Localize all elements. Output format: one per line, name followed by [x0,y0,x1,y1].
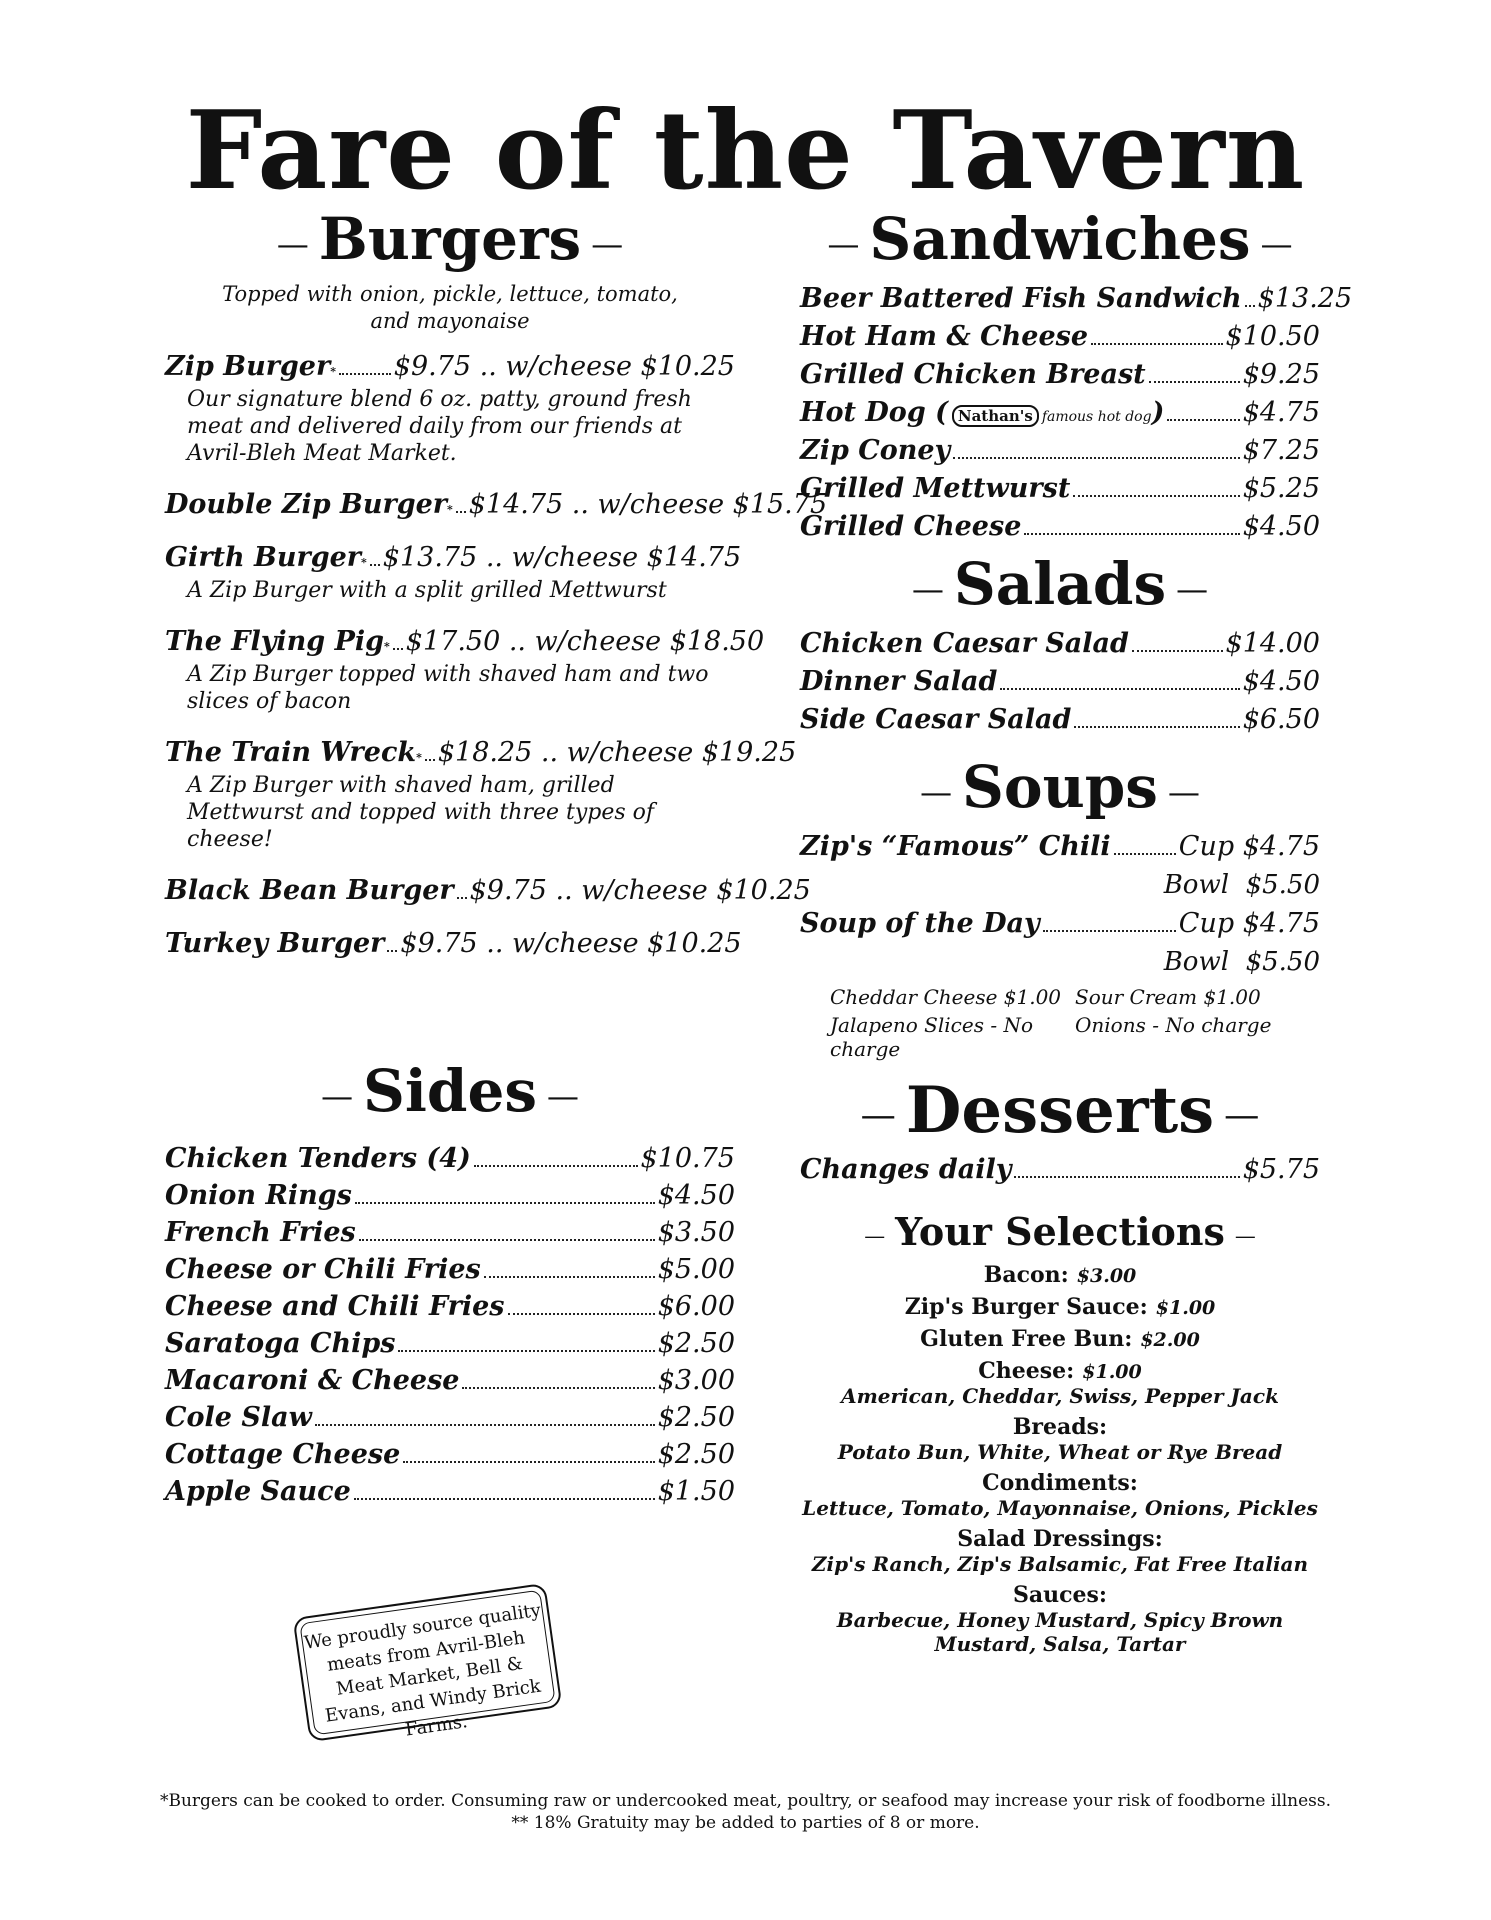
menu-item-name: Side Caesar Salad [800,704,1072,735]
leader-dots [456,511,466,513]
selection-label: Zip's Burger Sauce: [904,1294,1148,1320]
menu-item-name: Cole Slaw [165,1402,312,1433]
menu-item-row [165,1439,735,1470]
menu-item-price: $4.50 [1242,666,1320,697]
selection-label: Sauces: [1012,1582,1108,1608]
selection-item [800,1582,1320,1656]
soup-row [800,831,1320,862]
menu-item-name: Apple Sauce [165,1476,351,1507]
menu-item-name: Grilled Mettwurst [800,473,1071,504]
leader-dots [359,1239,655,1241]
menu-item-price: $4.50 [1242,511,1320,542]
selection-line [800,1414,1320,1440]
menu-item-name: Turkey Burger [165,928,385,959]
leader-dots [315,1424,655,1426]
menu-item-name: Changes daily [800,1154,1012,1185]
selection-item [800,1358,1320,1408]
salad-list [800,628,1320,735]
menu-item-price: $14.00 [1225,628,1320,659]
menu-item-name: Chicken Tenders (4) [165,1143,471,1174]
selection-item [800,1414,1320,1464]
leader-dots [462,1387,654,1389]
selection-item [800,1526,1320,1576]
menu-item-name: Onion Rings [165,1180,352,1211]
selection-label: Breads: [1012,1414,1108,1440]
menu-item-row [165,626,765,657]
selection-options: Barbecue, Honey Mustard, Spicy Brown Mustard, Salsa, Tartar [836,1608,1284,1656]
menu-item-name: The Flying Pig [165,626,385,657]
menu-item-row [165,1328,735,1359]
selection-options: Potato Bun, White, Wheat or Rye Bread [837,1440,1283,1464]
selection-item [800,1294,1320,1320]
menu-item-price: $4.50 [657,1180,735,1211]
soup-cup-price: Cup $4.75 [1178,908,1320,939]
menu-item-price: $17.50 .. w/cheese $18.50 [405,626,765,657]
leader-dots [403,1461,654,1463]
soup-addon: Cheddar Cheese $1.00 [830,985,1062,1009]
selection-item [800,1326,1320,1352]
leader-dots [1245,305,1255,307]
selection-item [800,1262,1320,1288]
menu-item-name: Black Bean Burger [165,875,454,906]
soup-name: Zip's “Famous” Chili [800,831,1111,862]
burger-item [165,875,811,906]
burger-item [165,626,765,715]
leader-dots [1073,495,1239,497]
burger-item [165,542,742,604]
selection-line [800,1262,1320,1288]
leader-dots [1024,533,1239,535]
menu-item-name: Hot Dog ( [800,397,948,428]
desserts-heading: — Desserts — [860,1073,1260,1148]
leader-dots [393,648,403,650]
menu-item-price: $7.25 [1242,435,1320,466]
selection-line [800,1582,1320,1608]
menu-item-name: Cheese and Chili Fries [165,1291,505,1322]
burger-description: A Zip Burger topped with shaved ham and two slices of bacon [187,662,709,714]
sandwich-list [800,283,1353,542]
menu-item-price: $4.75 [1242,397,1320,428]
menu-item-price: $10.75 [640,1143,735,1174]
selection-item [800,1470,1320,1520]
menu-item-price: $5.75 [1242,1154,1320,1185]
menu-item-name: The Train Wreck [165,737,417,768]
leader-dots [425,759,435,761]
burger-description: A Zip Burger with shaved ham, grilled Mettwurst and topped with three types of cheese! [187,773,655,852]
menu-item-row [165,1402,735,1433]
leader-dots [953,457,1239,459]
right-column [800,205,1353,1662]
leader-dots [339,373,391,375]
menu-item-name: Grilled Cheese [800,511,1022,542]
menu-item-row [165,1291,735,1322]
selection-line [800,1326,1320,1352]
sides-list [165,1143,735,1507]
menu-item-name: French Fries [165,1217,356,1248]
burgers-heading: — Burgers — [276,205,624,273]
asterisk-mark: * [384,640,390,653]
asterisk-mark: * [416,751,422,764]
leader-dots [1000,688,1239,690]
burger-description: Our signature blend 6 oz. patty, ground fresh meat and delivered daily from our friends at Avril-Bleh Meat Market. [187,387,692,466]
menu-item-row [800,666,1320,697]
selection-line [800,1294,1320,1320]
menu-item-row [165,1143,735,1174]
hot-dog-close: ) [1151,397,1165,428]
menu-item-name: Zip Burger [165,351,331,382]
asterisk-mark: * [446,503,453,516]
leader-dots [1114,853,1176,855]
asterisk-mark: * [330,365,336,378]
selection-label: Cheese: [978,1358,1075,1384]
selection-label: Gluten Free Bun: [920,1326,1133,1352]
selection-price: $1.00 [1082,1361,1142,1383]
menu-item-row [800,435,1320,466]
menu-item-name: Chicken Caesar Salad [800,628,1129,659]
leader-dots [457,897,467,899]
soups-heading-text: Soups [962,753,1158,821]
menu-item-row [165,1217,735,1248]
soup-bowl-price: Bowl $5.50 [1163,870,1320,900]
selection-options: Zip's Ranch, Zip's Balsamic, Fat Free Italian [811,1552,1309,1576]
menu-item-price: $5.00 [657,1254,735,1285]
selection-price: $3.00 [1076,1265,1137,1287]
sourcing-stamp: We proudly source quality meats from Avril-Bleh Meat Market, Bell & Evans, and Windy Brick Farms. [293,1583,563,1742]
hot-dog-note: famous hot dog [1041,409,1152,425]
menu-item-row [165,542,742,573]
footer-gratuity: ** 18% Gratuity may be added to parties of 8 or more. [511,1813,980,1833]
leader-dots [1149,381,1240,383]
menu-item-price: $13.25 [1257,283,1353,314]
sandwiches-heading-text: Sandwiches [869,205,1251,273]
burger-item [165,737,797,853]
desserts-heading-text: Desserts [905,1073,1215,1148]
selections-list [800,1262,1320,1656]
menu-item-row [800,1154,1320,1185]
burgers-intro: Topped with onion, pickle, lettuce, tomato, and mayonaise [222,282,678,333]
menu-item-price: $10.50 [1225,321,1320,352]
menu-item-name: Dinner Salad [800,666,998,697]
menu-item-price: $9.75 .. w/cheese $10.25 [400,928,742,959]
menu-item-row [165,1180,735,1211]
selection-line [800,1470,1320,1496]
menu-item-price: $18.25 .. w/cheese $19.25 [437,737,797,768]
menu-item-row [165,1254,735,1285]
soup-list [800,831,1320,977]
sandwiches-heading: — Sandwiches — [827,205,1293,273]
menu-item-row [800,704,1320,735]
menu-item-price: $1.50 [657,1476,735,1507]
menu-item-price: $9.75 .. w/cheese $10.25 [469,875,811,906]
footer [0,1790,1491,1834]
menu-item-name: Beer Battered Fish Sandwich [800,283,1242,314]
leader-dots [1167,419,1239,421]
menu-item-price: $2.50 [657,1328,735,1359]
leader-dots [398,1350,654,1352]
soup-addon: Jalapeno Slices - No charge [830,1013,1033,1061]
leader-dots [354,1498,655,1500]
selection-options: Lettuce, Tomato, Mayonnaise, Onions, Pickles [802,1496,1318,1520]
leader-dots [1014,1176,1239,1178]
leader-dots [1091,343,1223,345]
menu-item-name: Saratoga Chips [165,1328,396,1359]
dessert-list [800,1154,1320,1185]
menu-item-price: $9.25 [1242,359,1320,390]
menu-item-price: $2.50 [657,1402,735,1433]
menu-item-row [800,283,1353,314]
selection-price: $1.00 [1155,1297,1216,1319]
soups-heading: — Soups — [920,753,1200,821]
leader-dots [1132,650,1223,652]
selection-label: Salad Dressings: [957,1526,1163,1552]
menu-item-row [800,359,1320,390]
salads-heading: — Salads — [911,550,1209,618]
menu-item-name: Hot Ham & Cheese [800,321,1088,352]
leader-dots [484,1276,655,1278]
soup-bowl-price: Bowl $5.50 [1163,947,1320,977]
menu-item-row [165,1476,735,1507]
burgers-heading-text: Burgers [318,205,582,273]
menu-item-row [800,321,1320,352]
menu-item-row [800,397,1320,428]
soup-addons [830,985,1320,1061]
menu-item-name: Cottage Cheese [165,1439,401,1470]
left-column [165,205,828,1513]
menu-item-price: $6.50 [1242,704,1320,735]
footer-disclaimer: *Burgers can be cooked to order. Consuming raw or undercooked meat, poultry, or seafood may increase your risk of foodborne illness. [159,1791,1332,1811]
burger-list [165,351,828,959]
menu-item-row [165,875,811,906]
selection-price: $2.00 [1140,1329,1200,1351]
selection-options: American, Cheddar, Swiss, Pepper Jack [841,1384,1279,1408]
selections-heading: — Your Selections — [864,1209,1256,1254]
menu-item-name: Girth Burger [165,542,362,573]
menu-item-name: Cheese or Chili Fries [165,1254,481,1285]
page-title: Fare of the Tavern [185,88,1306,214]
leader-dots [1043,930,1176,932]
menu-item-row [800,473,1320,504]
menu-item-price: $2.50 [657,1439,735,1470]
menu-item-name: Grilled Chicken Breast [800,359,1146,390]
selection-label: Condiments: [982,1470,1138,1496]
asterisk-mark: * [361,556,367,569]
menu-item-name: Double Zip Burger [165,489,447,520]
menu-item-price: $9.75 .. w/cheese $10.25 [393,351,735,382]
selection-line [800,1526,1320,1552]
menu-item-row [165,928,742,959]
menu-item-price: $14.75 .. w/cheese $15.75 [468,489,828,520]
leader-dots [508,1313,655,1315]
menu-item-price: $6.00 [657,1291,735,1322]
menu-item-name: Macaroni & Cheese [165,1365,460,1396]
menu-item-price: $5.25 [1242,473,1320,504]
menu-item-row [165,737,797,768]
burger-item [165,928,742,959]
soup-addon: Onions - No charge [1075,1013,1272,1037]
leader-dots [1074,726,1239,728]
soup-addon: Sour Cream $1.00 [1075,985,1261,1009]
selection-line [800,1358,1320,1384]
soup-name: Soup of the Day [800,908,1040,939]
burger-item [165,351,735,467]
leader-dots [355,1202,655,1204]
leader-dots [370,564,380,566]
menu-item-row [165,489,828,520]
salads-heading-text: Salads [953,550,1167,618]
menu-item-price: $3.00 [657,1365,735,1396]
soup-row [800,908,1320,939]
selection-label: Bacon: [983,1262,1069,1288]
soup-cup-price: Cup $4.75 [1178,831,1320,862]
sides-heading: — Sides — [321,1057,579,1125]
burger-description: A Zip Burger with a split grilled Mettwurst [187,578,667,603]
menu-item-row [165,1365,735,1396]
menu-item-price: $13.75 .. w/cheese $14.75 [382,542,742,573]
menu-item-price: $3.50 [657,1217,735,1248]
menu-item-name: Zip Coney [800,435,951,466]
nathans-logo: Nathan's [952,405,1039,427]
selections-heading-text: Your Selections [895,1209,1225,1254]
sides-heading-text: Sides [362,1057,538,1125]
menu-item-row [165,351,735,382]
menu-item-row [800,628,1320,659]
burger-item [165,489,828,520]
menu-item-row [800,511,1320,542]
leader-dots [474,1165,638,1167]
leader-dots [387,950,397,952]
